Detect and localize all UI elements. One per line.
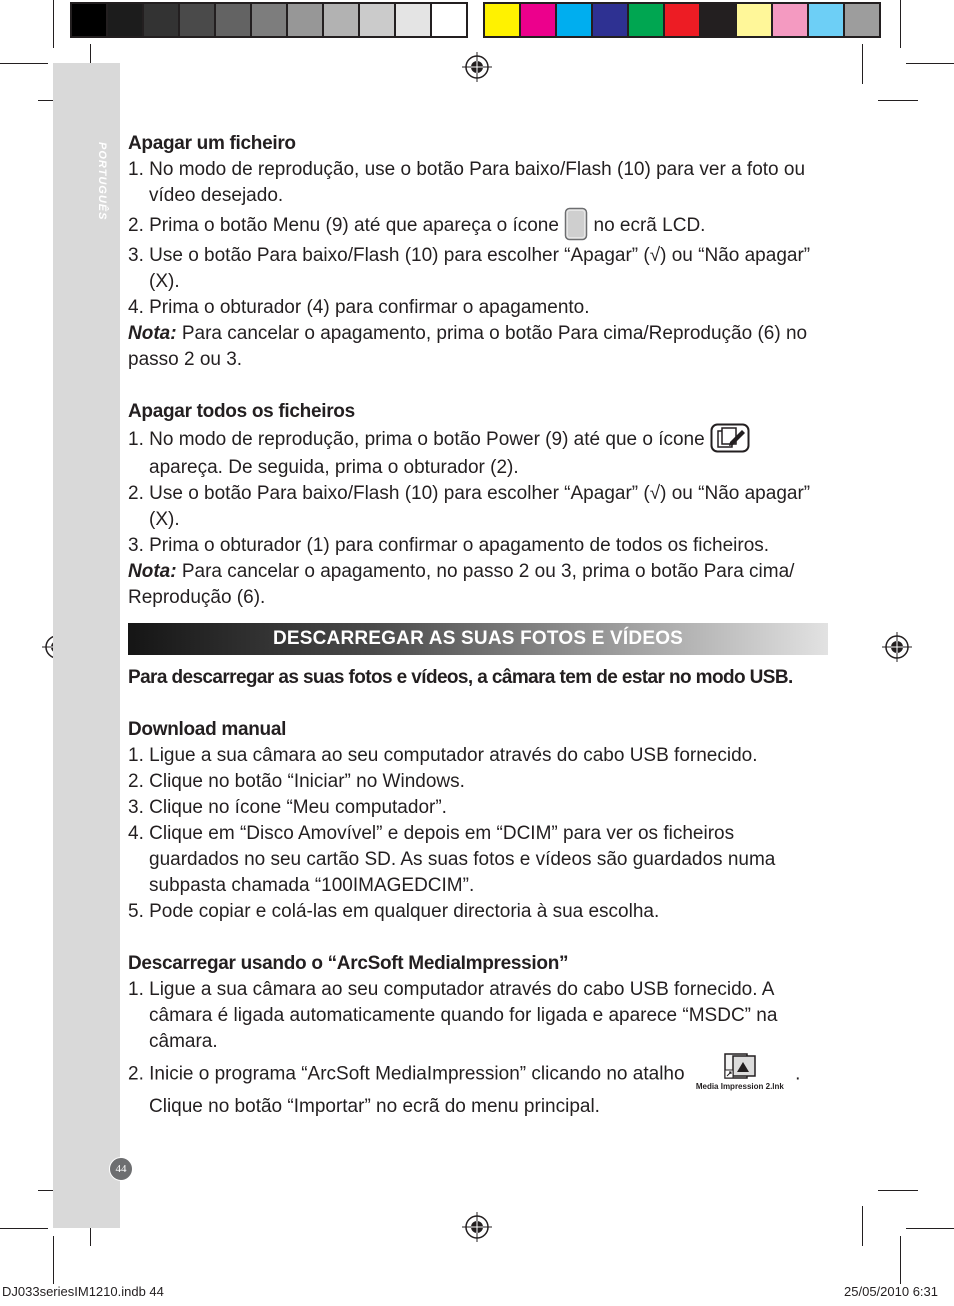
color-swatch	[629, 4, 665, 36]
section-title-manual-download: Download manual	[128, 719, 287, 740]
crop-mark	[906, 1228, 954, 1229]
crop-mark	[0, 63, 48, 64]
list-item: 1. Ligue a sua câmara ao seu computador através do cabo USB fornecido. A câmara é ligada automaticamente quando for ligada e aparece “MSDC” na câmara.	[128, 979, 778, 1052]
color-swatch	[593, 4, 629, 36]
crop-mark	[878, 1190, 918, 1191]
list-item-continuation: apareça. De seguida, prima o obturador (2).	[149, 457, 519, 478]
list-item-text: no ecrã LCD.	[593, 215, 706, 237]
trash-icon	[564, 207, 588, 241]
footer-file-name: DJ033seriesIM1210.indb 44	[2, 1284, 164, 1299]
list-item-text: 2. Inicie o programa “ArcSoft MediaImpression” clicando no atalho	[128, 1063, 685, 1085]
color-swatch	[216, 4, 252, 36]
note-label: Nota:	[128, 561, 177, 582]
crop-mark	[53, 0, 54, 48]
list-item	[128, 1055, 828, 1094]
note	[128, 321, 828, 373]
list-item: 3. Prima o obturador (1) para confirmar o apagamento de todos os ficheiros.	[128, 535, 770, 556]
list-item	[128, 209, 828, 243]
note-text: Para cancelar o apagamento, prima o botão Para cima/Reprodução (6) no passo 2 ou 3.	[128, 323, 808, 370]
color-swatch	[737, 4, 773, 36]
color-swatch	[665, 4, 701, 36]
color-swatch	[144, 4, 180, 36]
media-impression-shortcut	[690, 1053, 790, 1092]
color-swatch	[324, 4, 360, 36]
color-calibration-bar	[483, 2, 881, 38]
list-item: 2. Clique no botão “Iniciar” no Windows.	[128, 771, 465, 792]
registration-mark-icon	[462, 52, 492, 82]
crop-mark	[878, 100, 918, 101]
note-label: Nota:	[128, 323, 177, 344]
delete-all-icon	[710, 423, 750, 453]
color-swatch	[557, 4, 593, 36]
page-number: 44	[109, 1157, 133, 1181]
list-item: 4. Prima o obturador (4) para confirmar o apagamento.	[128, 297, 590, 318]
color-swatch	[396, 4, 432, 36]
footer-date-time: 25/05/2010 6:31	[844, 1284, 938, 1299]
color-swatch	[701, 4, 737, 36]
color-swatch	[432, 4, 466, 36]
color-swatch	[108, 4, 144, 36]
color-swatch	[72, 4, 108, 36]
color-swatch	[845, 4, 879, 36]
list-item-continuation: Clique no botão “Importar” no ecrã do menu principal.	[149, 1096, 600, 1117]
crop-mark	[53, 1236, 54, 1284]
crop-mark	[862, 1206, 863, 1246]
color-swatch	[180, 4, 216, 36]
section-title-delete-one: Apagar um ficheiro	[128, 133, 296, 154]
shortcut-caption: Media Impression 2.lnk	[695, 1082, 784, 1091]
note	[128, 559, 828, 611]
list-item-text: 2. Prima o botão Menu (9) até que apareça o ícone	[128, 215, 559, 237]
color-swatch	[773, 4, 809, 36]
section-title-delete-all: Apagar todos os ficheiros	[128, 401, 355, 422]
download-intro: Para descarregar as suas fotos e vídeos, a câmara tem de estar no modo USB.	[128, 667, 793, 688]
color-swatch	[521, 4, 557, 36]
section-banner: DESCARREGAR AS SUAS FOTOS E VÍDEOS	[128, 623, 828, 655]
list-item	[128, 425, 828, 455]
list-item-text: 1. No modo de reprodução, prima o botão Power (9) até que o ícone	[128, 429, 705, 451]
color-swatch	[252, 4, 288, 36]
list-item-text: .	[795, 1063, 801, 1085]
crop-mark	[900, 0, 901, 48]
list-item: 3. Clique no ícone “Meu computador”.	[128, 797, 447, 818]
crop-mark	[862, 44, 863, 84]
list-item: 5. Pode copiar e colá-las em qualquer directoria à sua escolha.	[128, 901, 660, 922]
crop-mark	[0, 1228, 48, 1229]
color-swatch	[809, 4, 845, 36]
color-swatch	[485, 4, 521, 36]
color-swatch	[360, 4, 396, 36]
language-label: PORTUGUÊS	[96, 142, 108, 221]
list-item: 1. No modo de reprodução, use o botão Para baixo/Flash (10) para ver a foto ou vídeo desejado.	[128, 159, 806, 206]
crop-mark	[906, 63, 954, 64]
crop-mark	[900, 1236, 901, 1284]
registration-mark-icon	[462, 1212, 492, 1242]
page-content	[128, 131, 828, 1120]
list-item: 3. Use o botão Para baixo/Flash (10) para escolher “Apagar” (√) ou “Não apagar” (X).	[128, 245, 811, 292]
registration-mark-icon	[882, 632, 912, 662]
media-impression-shortcut-icon	[723, 1053, 757, 1079]
page-sidebar	[53, 63, 120, 1228]
section-title-arcsoft-download: Descarregar usando o “ArcSoft MediaImpression”	[128, 953, 569, 974]
grey-calibration-bar	[70, 2, 468, 38]
note-text: Para cancelar o apagamento, no passo 2 ou 3, prima o botão Para cima/ Reprodução (6).	[128, 561, 795, 608]
list-item: 2. Use o botão Para baixo/Flash (10) para escolher “Apagar” (√) ou “Não apagar” (X).	[128, 483, 811, 530]
list-item: 4. Clique em “Disco Amovível” e depois em “DCIM” para ver os ficheiros guardados no seu cartão SD. As suas fotos e vídeos são guardados numa subpasta chamada “100IMAGEDCIM”.	[128, 823, 776, 896]
color-swatch	[288, 4, 324, 36]
list-item: 1. Ligue a sua câmara ao seu computador através do cabo USB fornecido.	[128, 745, 758, 766]
